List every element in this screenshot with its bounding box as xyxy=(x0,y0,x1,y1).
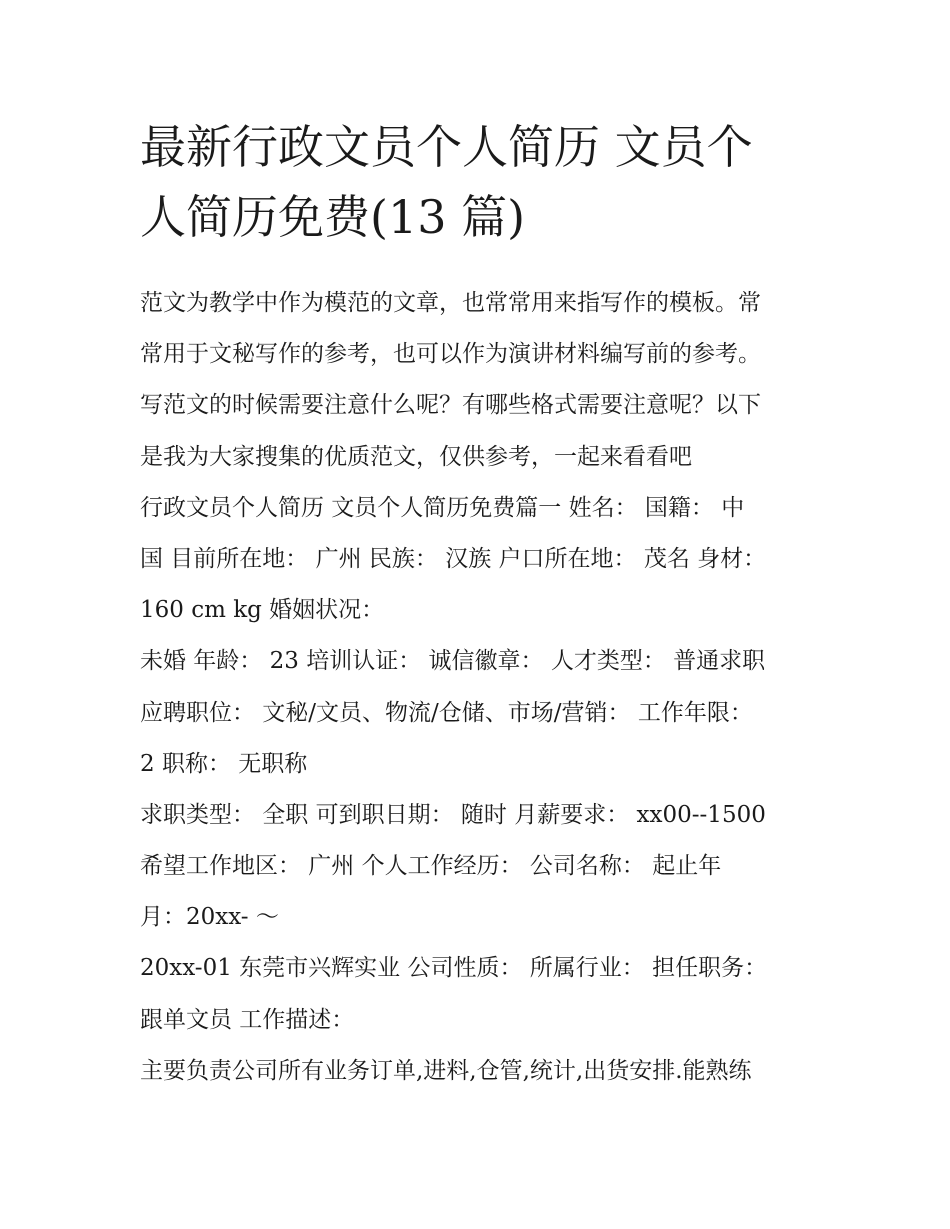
body-line: 主要负责公司所有业务订单,进料,仓管,统计,出货安排.能熟练 xyxy=(140,1057,752,1084)
body-line: 是我为大家搜集的优质范文，仅供参考，一起来看看吧 xyxy=(140,443,692,470)
body-line: 月：20xx- ～ xyxy=(140,904,279,931)
body-line: 跟单文员 工作描述： xyxy=(140,1006,355,1033)
body-line: 常用于文秘写作的参考，也可以作为演讲材料编写前的参考。 xyxy=(140,341,761,368)
body-line: 希望工作地区： 广州 个人工作经历： 公司名称： 起止年 xyxy=(140,853,722,880)
body-line: 160 cm kg 婚姻状况： xyxy=(140,597,385,624)
body-line: 20xx-01 东莞市兴辉实业 公司性质： 所属行业： 担任职务： xyxy=(140,955,768,982)
body-line: 未婚 年龄： 23 培训认证： 诚信徽章： 人才类型： 普通求职 xyxy=(140,648,766,675)
title-line-2: 人简历免费(13 篇) xyxy=(140,190,526,244)
document-body xyxy=(140,278,830,1097)
title-line-1: 最新行政文员个人简历 文员个 xyxy=(140,120,753,174)
body-line: 行政文员个人简历 文员个人简历免费篇一 姓名： 国籍： 中 xyxy=(140,494,745,521)
body-line: 应聘职位： 文秘/文员、物流/仓储、市场/营销： 工作年限： xyxy=(140,699,753,726)
body-line: 范文为教学中作为模范的文章，也常常用来指写作的模板。常 xyxy=(140,290,761,316)
body-line: 国 目前所在地： 广州 民族： 汉族 户口所在地： 茂名 身材： xyxy=(140,545,767,572)
body-line: 写范文的时候需要注意什么呢？有哪些格式需要注意呢？以下 xyxy=(140,392,761,419)
body-line: 求职类型： 全职 可到职日期： 随时 月薪要求： xx00--1500 xyxy=(140,801,766,828)
document-title xyxy=(140,112,820,252)
body-line: 2 职称： 无职称 xyxy=(140,750,308,777)
